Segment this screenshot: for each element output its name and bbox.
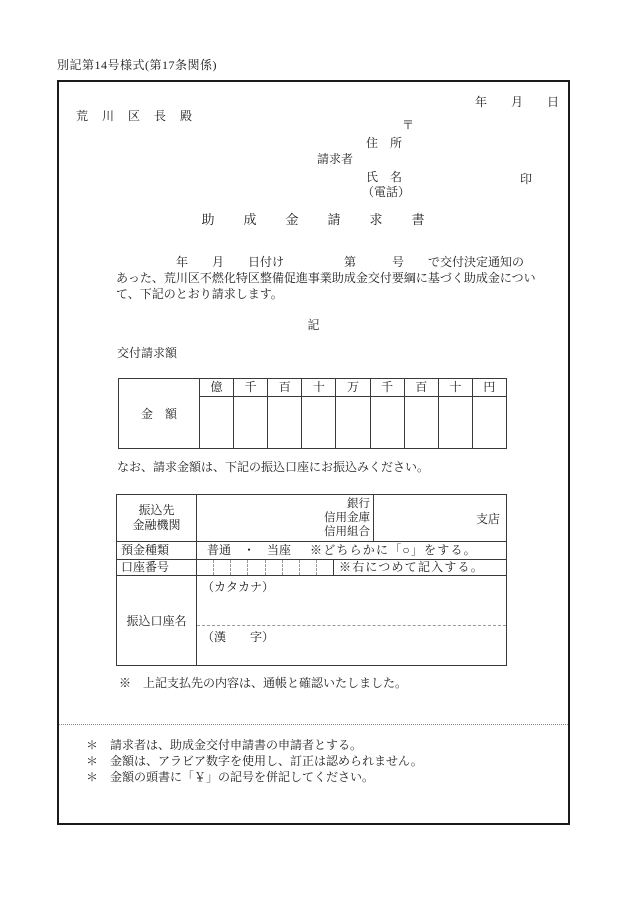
form-border-box [57, 80, 570, 825]
body-line-1: 年 月 日付け 第 号 で交付決定通知の [176, 255, 525, 269]
account-digit-cell [266, 560, 283, 575]
name-label: 氏 名 [366, 170, 403, 184]
bank-type-options [197, 495, 374, 541]
address-label: 住 所 [366, 136, 403, 150]
account-digit-cell [214, 560, 231, 575]
transfer-note: なお、請求金額は、下記の振込口座にお振込みください。 [117, 460, 430, 474]
account-digit-cell [300, 560, 317, 575]
amount-entry-cell [371, 397, 405, 448]
digit-header-sen1: 千 [234, 379, 268, 396]
addressee: 荒 川 区 長 殿 [76, 109, 194, 123]
bank-type-kumiai: 信用組合 [324, 526, 370, 538]
date-line: 年 月 日 [474, 95, 559, 109]
account-name-katakana-cell: （カタカナ） [197, 576, 506, 626]
section-divider [59, 724, 568, 725]
amount-entry-cell [302, 397, 336, 448]
digit-header-juu1: 十 [302, 379, 336, 396]
amount-entry-cell [439, 397, 473, 448]
payee-institution-label [117, 495, 197, 541]
form-code: 別記第14号様式(第17条関係) [57, 58, 217, 72]
requester-label: 請求者 [317, 152, 354, 166]
amount-entry-cell [405, 397, 439, 448]
bank-type-bank: 銀行 [347, 498, 370, 510]
digit-header-hyaku1: 百 [268, 379, 302, 396]
amount-entry-cell [336, 397, 370, 448]
claim-amount-label: 交付請求額 [117, 346, 178, 360]
payee-label-line1: 振込先 [138, 503, 175, 517]
account-digit-cell [248, 560, 265, 575]
digit-header-hyaku2: 百 [405, 379, 439, 396]
phone-label: （電話） [362, 185, 411, 199]
account-name-label: 振込口座名 [117, 576, 197, 665]
amount-entry-cell [200, 397, 234, 448]
digit-header-en: 円 [483, 380, 496, 394]
digit-header-juu2: 十 [439, 379, 473, 396]
deposit-type-options: 普通 ・ 当座 [207, 543, 292, 557]
ki-heading: 記 [307, 318, 320, 332]
amount-entry-row [200, 397, 506, 448]
amount-digit-headers [200, 379, 506, 397]
footnote-3: ＊ 金額の頭書に「￥」の記号を併記してください。 [86, 770, 375, 784]
footnote-2: ＊ 金額は、アラビア数字を使用し、訂正は認められません。 [86, 754, 423, 768]
amount-label: 金 額 [119, 379, 200, 448]
account-number-note: ※右につめて記入する。 [339, 560, 484, 574]
bank-type-shinkin: 信用金庫 [324, 512, 370, 524]
seal-label: 印 [520, 172, 533, 186]
body-line-2: あった、荒川区不燃化特区整備促進事業助成金交付要綱に基づく助成金につい [116, 271, 536, 285]
account-digit-cell [317, 560, 333, 575]
account-number-label: 口座番号 [117, 560, 197, 575]
digit-header-sen2: 千 [371, 379, 405, 396]
account-digit-cell [283, 560, 300, 575]
account-digit-cell [197, 560, 214, 575]
deposit-type-label: 預金種類 [117, 542, 197, 559]
amount-entry-cell [234, 397, 268, 448]
deposit-type-note: ※どちらかに「○」をする。 [310, 543, 477, 557]
account-name-kanji-cell: （漢 字） [202, 630, 275, 644]
branch-label: 支店 [475, 511, 500, 526]
bank-account-table [116, 494, 507, 666]
footnote-1: ＊ 請求者は、助成金交付申請書の申請者とする。 [86, 738, 363, 752]
body-line-3: て、下記のとおり請求します。 [116, 287, 283, 301]
amount-entry-cell [473, 397, 506, 448]
postal-mark: 〒 [402, 118, 415, 132]
digit-header-man: 万 [336, 379, 370, 396]
amount-entry-cell [268, 397, 302, 448]
form-title: 助 成 金 請 求 書 [201, 212, 426, 227]
amount-table [118, 378, 507, 449]
digit-header-oku: 億 [200, 379, 234, 396]
payee-label-line2: 金融機関 [132, 518, 181, 532]
passbook-confirm-note: ※ 上記支払先の内容は、通帳と確認いたしました。 [119, 676, 408, 690]
account-digit-cell [231, 560, 248, 575]
account-number-cells [197, 560, 334, 575]
